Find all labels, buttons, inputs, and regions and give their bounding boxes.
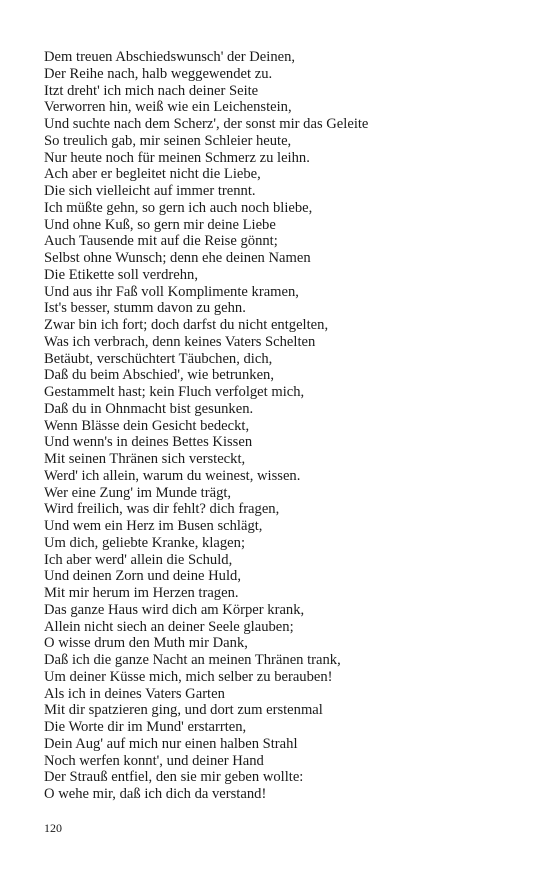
poem-line: Und deinen Zorn und deine Huld, [44,568,241,585]
poem-line: Dem treuen Abschiedswunsch' der Deinen, [44,49,296,65]
poem-line: Ich aber werd' allein die Schuld, [44,551,233,568]
poem-line: Der Reihe nach, halb weggewendet zu. [44,65,273,82]
poem-line: Verworren hin, weiß wie ein Leichenstein, [44,99,292,116]
poem-line: Wer eine Zung' im Munde trägt, [44,484,232,501]
poem-line: Mit mir herum im Herzen tragen. [44,585,239,601]
poem-line: Gestammelt hast; kein Fluch verfolget mich, [44,384,305,400]
poem-line: Werd' ich allein, warum du weinest, wissen. [44,467,301,484]
poem-line: Ach aber er begleitet nicht die Liebe, [44,166,261,183]
page-number: 120 [44,821,62,835]
poem-line: Und aus ihr Faß voll Komplimente kramen, [44,283,299,300]
poem-line: Allein nicht siech an deiner Seele glauben; [44,618,294,635]
poem-line: Ich müßte gehn, so gern ich auch noch bliebe, [44,199,313,216]
poem-line: O wisse drum den Muth mir Dank, [44,635,248,652]
poem-line: Mit dir spatzieren ging, und dort zum erstenmal [44,702,323,719]
poem-line: Dein Aug' auf mich nur einen halben Strahl [44,735,298,752]
poem-line: Das ganze Haus wird dich am Körper krank, [44,601,305,618]
poem-line: O wehe mir, daß ich dich da verstand! [44,786,267,802]
poem-line: Itzt dreht' ich mich nach deiner Seite [44,82,259,99]
poem-line: Und ohne Kuß, so gern mir deine Liebe [44,216,276,233]
poem-line: Die Worte dir im Mund' erstarrten, [44,719,247,735]
poem-text [44,49,524,803]
poem-line: Und wenn's in deines Bettes Kissen [44,434,253,451]
poem-line: Auch Tausende mit auf die Reise gönnt; [44,233,278,250]
poem-line: Ist's besser, stumm davon zu gehn. [44,300,246,317]
poem-line: Die Etikette soll verdrehn, [44,266,198,283]
poem-line: Mit seinen Thränen sich versteckt, [44,451,246,467]
poem-line: Noch werfen konnt', und deiner Hand [44,752,264,769]
poem-line: Und suchte nach dem Scherz', der sonst mir das Geleite [44,116,369,132]
poem-line: So treulich gab, mir seinen Schleier heute, [44,132,292,149]
poem-line: Als ich in deines Vaters Garten [44,685,225,702]
poem-line: Der Strauß entfiel, den sie mir geben wollte: [44,769,304,786]
poem-line: Daß du beim Abschied', wie betrunken, [44,367,274,384]
poem-line: Und wem ein Herz im Busen schlägt, [44,518,263,534]
poem-line: Zwar bin ich fort; doch darfst du nicht entgelten, [44,317,329,333]
poem-line: Betäubt, verschüchtert Täubchen, dich, [44,350,273,367]
poem-line: Daß ich die ganze Nacht an meinen Thränen trank, [44,652,341,668]
poem-line: Die sich vielleicht auf immer trennt. [44,183,256,199]
poem-line: Was ich verbrach, denn keines Vaters Schelten [44,333,316,350]
poem-line: Um deiner Küsse mich, mich selber zu berauben! [44,668,333,685]
poem-line: Um dich, geliebte Kranke, klagen; [44,534,245,551]
poem-line: Wenn Blässe dein Gesicht bedeckt, [44,417,250,434]
poem-line: Selbst ohne Wunsch; denn ehe deinen Namen [44,250,311,266]
poem-line: Nur heute noch für meinen Schmerz zu leihn. [44,149,310,166]
poem-line: Daß du in Ohnmacht bist gesunken. [44,400,254,417]
poem-line: Wird freilich, was dir fehlt? dich fragen, [44,501,280,518]
